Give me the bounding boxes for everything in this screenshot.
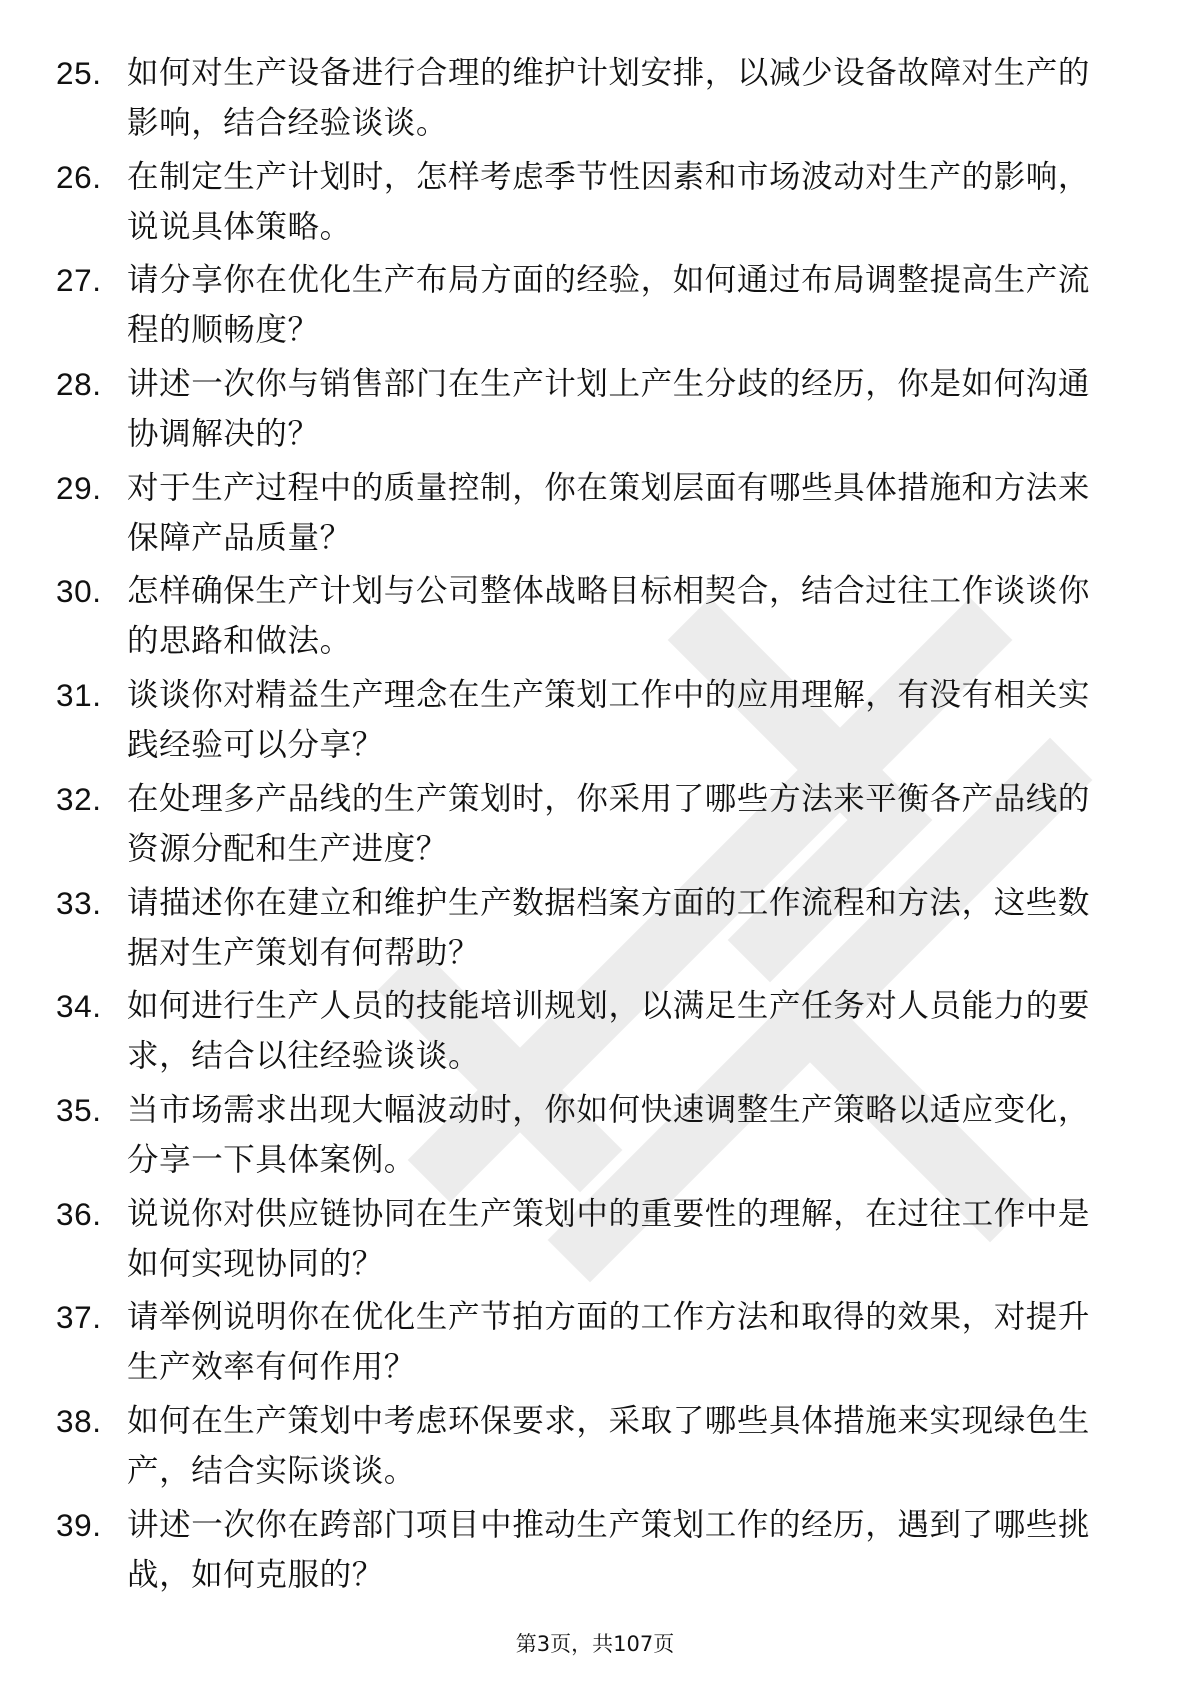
question-text: 对于生产过程中的质量控制，你在策划层面有哪些具体措施和方法来保障产品质量？ [127,469,1091,556]
question-number: 39. [56,1506,102,1543]
question-item [56,981,1116,1085]
question-text: 如何对生产设备进行合理的维护计划安排，以减少设备故障对生产的影响，结合经验谈谈。 [127,55,1091,141]
question-number: 38. [56,1402,102,1439]
question-number: 32. [56,780,102,817]
question-number: 30. [56,573,102,610]
question-item [56,1500,1116,1604]
page-number-label: 第3页，共107页 [515,1632,675,1656]
question-number: 29. [56,469,102,506]
question-list [56,48,1116,1603]
question-item [56,1292,1116,1396]
question-text: 当市场需求出现大幅波动时，你如何快速调整生产策略以适应变化，分享一下具体案例。 [127,1091,1091,1178]
question-number: 31. [56,677,102,714]
question-item [56,878,1116,982]
question-number: 28. [56,366,102,403]
page-footer [0,1630,1190,1658]
question-number: 36. [56,1195,102,1232]
question-item [56,152,1116,256]
question-text: 如何在生产策划中考虑环保要求，采取了哪些具体措施来实现绿色生产，结合实际谈谈。 [127,1402,1091,1489]
question-text: 如何进行生产人员的技能培训规划，以满足生产任务对人员能力的要求，结合以往经验谈谈。 [127,988,1091,1075]
question-item [56,1189,1116,1293]
question-text: 在制定生产计划时，怎样考虑季节性因素和市场波动对生产的影响，说说具体策略。 [127,158,1091,245]
question-text: 谈谈你对精益生产理念在生产策划工作中的应用理解，有没有相关实践经验可以分享？ [127,677,1091,764]
question-text: 讲述一次你在跨部门项目中推动生产策划工作的经历，遇到了哪些挑战，如何克服的？ [127,1506,1091,1593]
question-text: 讲述一次你与销售部门在生产计划上产生分歧的经历，你是如何沟通协调解决的？ [127,366,1091,453]
question-item [56,1396,1116,1500]
question-text: 请分享你在优化生产布局方面的经验，如何通过布局调整提高生产流程的顺畅度？ [127,262,1091,349]
question-item [56,774,1116,878]
question-number: 27. [56,262,102,299]
question-text: 说说你对供应链协同在生产策划中的重要性的理解，在过往工作中是如何实现协同的？ [127,1195,1091,1282]
question-number: 37. [56,1299,102,1336]
question-number: 25. [56,55,102,91]
question-item [56,463,1116,567]
question-item [56,255,1116,359]
question-text: 请举例说明你在优化生产节拍方面的工作方法和取得的效果，对提升生产效率有何作用？ [127,1299,1091,1386]
question-text: 请描述你在建立和维护生产数据档案方面的工作流程和方法，这些数据对生产策划有何帮助？ [127,884,1091,971]
question-item [56,48,1116,152]
question-item [56,566,1116,670]
question-text: 怎样确保生产计划与公司整体战略目标相契合，结合过往工作谈谈你的思路和做法。 [127,573,1091,660]
question-item [56,1085,1116,1189]
question-number: 33. [56,884,102,921]
question-text: 在处理多产品线的生产策划时，你采用了哪些方法来平衡各产品线的资源分配和生产进度？ [127,780,1091,867]
question-number: 26. [56,158,102,195]
question-item [56,359,1116,463]
question-item [56,670,1116,774]
question-number: 35. [56,1091,102,1128]
question-number: 34. [56,988,102,1025]
